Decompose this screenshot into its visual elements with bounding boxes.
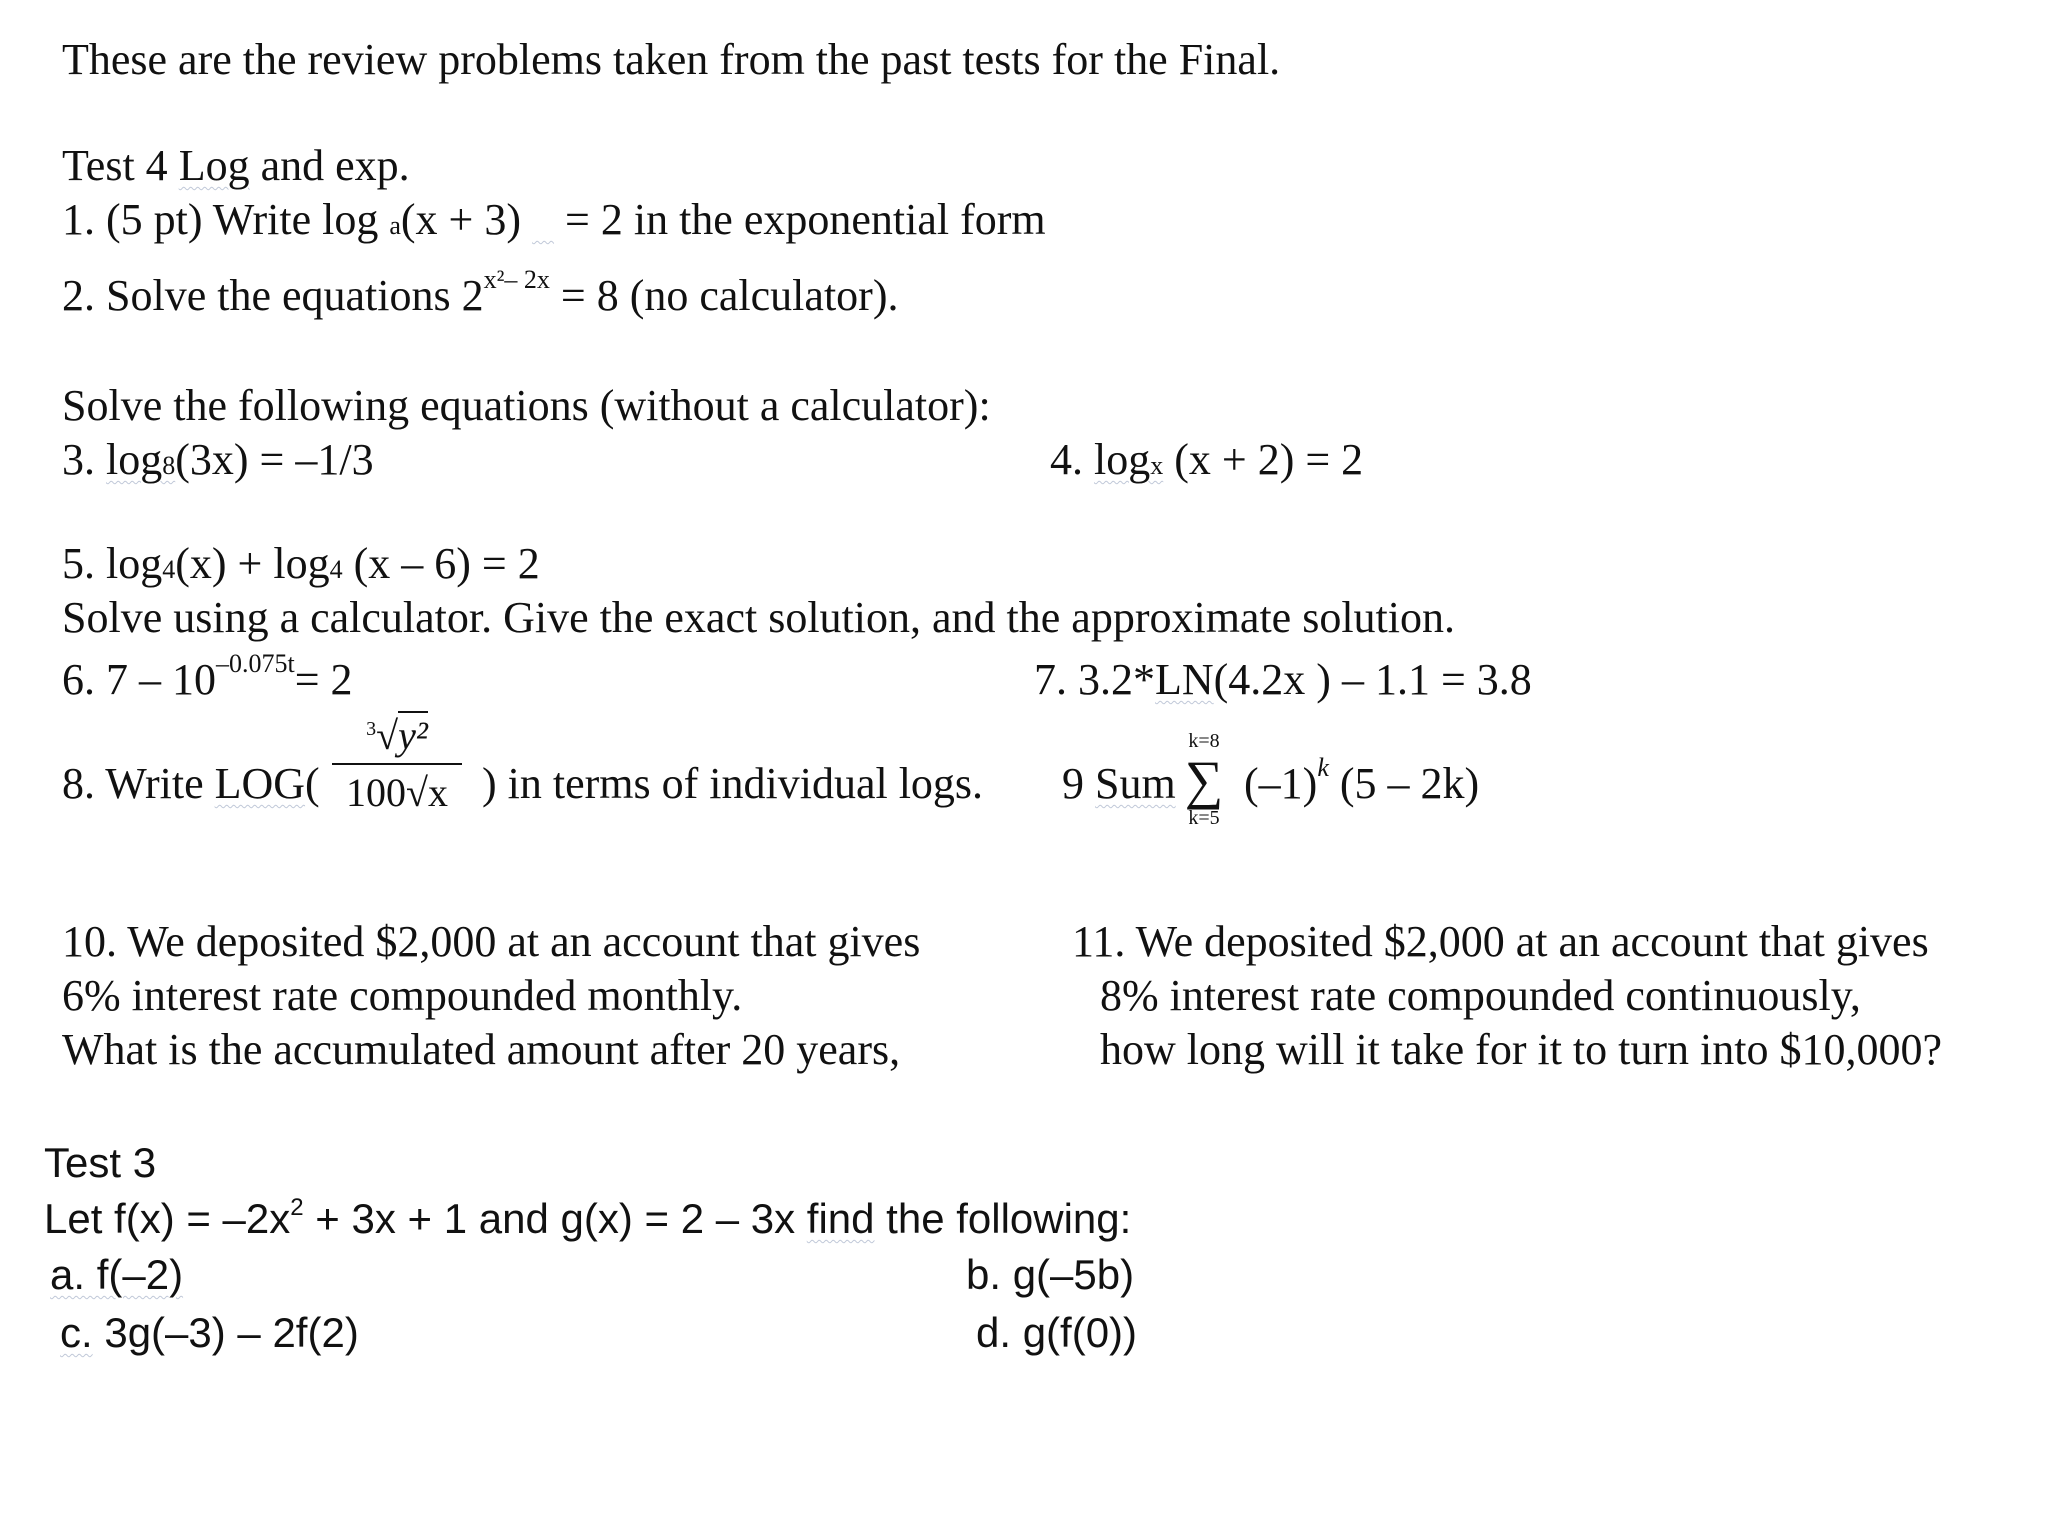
problem-6: 6. $7 - 10^{-0.075t}= 2$ [62,649,353,704]
problem-1: 1. (5 pt) Write log a(x + 3) = 2 in the exponential form [62,195,1046,244]
problem-4: 4. logx (x + 2) = 2 [1050,435,1364,484]
problem-2: 2. Solve the equations $2^{x^2- 2x} = 8$ (no calculator). [62,265,899,320]
summation-lower: k=5 [1188,807,1220,829]
problem-8-fraction [332,712,462,816]
fraction-numerator: $^3$√y² [366,713,428,758]
problem-9-expression: $(-1)^k$ (5 – 2k) [1244,753,1480,808]
test3-part-b: b. g(–5b) [966,1251,1135,1298]
radical-icon: √ [376,713,399,758]
problem-8-suffix: ) in terms of individual logs. [482,759,984,808]
instruction-no-calculator: Solve the following equations (without a calculator): [62,381,991,430]
summation-upper: k=8 [1188,730,1220,752]
page-header: These are the review problems taken from the past tests for the Final. [62,35,1281,84]
test3-intro: Let $f(x) = -2x^2 + 3x + 1$ and g(x) = 2 – 3x find the following: [44,1194,1132,1242]
test4-title: Test 4 Log and exp. [62,141,410,190]
problem-10-line-1: 10. We deposited $2,000 at an account that gives [62,917,921,966]
fraction-bar [332,763,462,765]
problem-8-label: 8. Write LOG( [62,759,320,808]
problem-9-label: 9 Sum [1062,759,1176,808]
problem-11-line-3: how long will it take for it to turn into $10,000? [1100,1025,1943,1074]
problem-5: 5. log4(x) + log4 (x – 6) = 2 [62,539,540,588]
test3-part-d: d. g(f(0)) [976,1309,1138,1356]
sigma-icon: ∑ [1184,750,1224,810]
test3-part-a: a. f(–2) [50,1251,184,1298]
test3-title: Test 3 [44,1139,157,1186]
problem-10-line-2: 6% interest rate compounded monthly. [62,971,743,1020]
problem-3: 3. log8(3x) = –1/3 [62,435,374,484]
problem-7: 7. 3.2*LN(4.2x ) – 1.1 = 3.8 [1034,655,1532,704]
problem-10-line-3: What is the accumulated amount after 20 years, [62,1025,901,1074]
instruction-calculator: Solve using a calculator. Give the exact solution, and the approximate solution. [62,593,1456,642]
problem-11-line-2: 8% interest rate compounded continuously, [1100,971,1861,1020]
summation [1182,730,1226,830]
test3-part-c: c. 3g(–3) – 2f(2) [60,1309,359,1356]
problem-11-line-1: 11. We deposited $2,000 at an account that gives [1072,917,1929,966]
fraction-denominator: 100√x [346,770,448,815]
